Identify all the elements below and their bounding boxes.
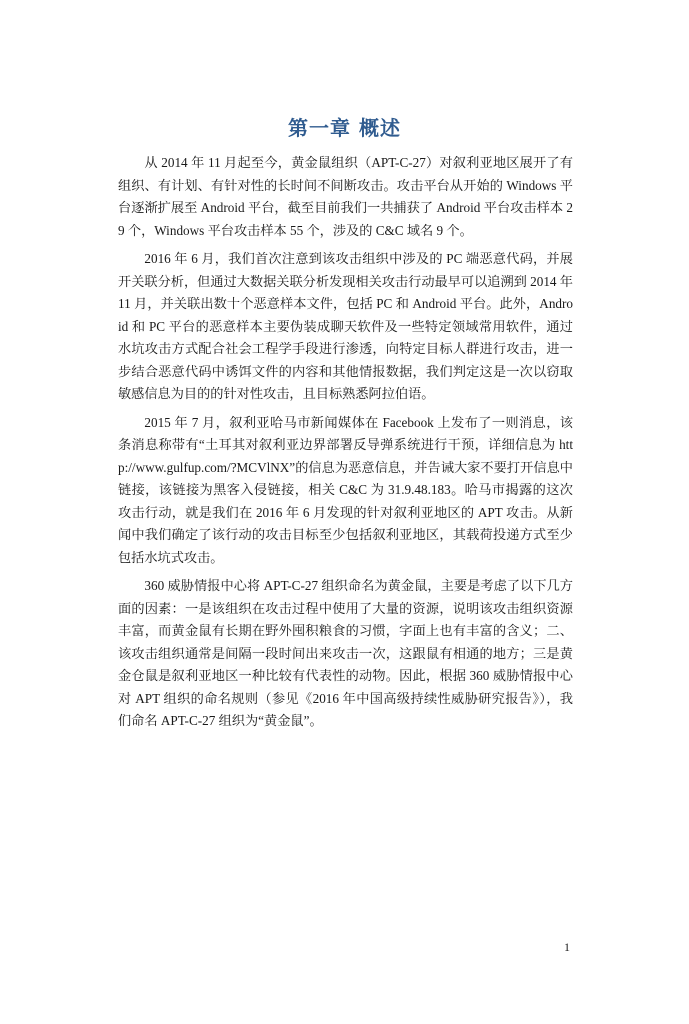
paragraph-2: 2016 年 6 月，我们首次注意到该攻击组织中涉及的 PC 端恶意代码，并展开关联分析，但通过大数据关联分析发现相关攻击行动最早可以追溯到 2014 年 11 月，并关联出数十个恶意样本文件，包括 PC 和 Android 平台。此外，Android 和 PC 平台的恶意样本主要伪装成聊天软件及一些特定领域常用软件，通过水坑攻击方式配合社会工程学手段进行渗透，向特定目标人群进行攻击，进一步结合恶意代码中诱饵文件的内容和其他情报数据，我们判定这是一次以窃取敏感信息为目的的针对性攻击，且目标熟悉阿拉伯语。 [118,251,573,401]
body-text [118,152,573,739]
chapter-title: 第一章 概述 [288,116,401,140]
paragraph-4: 360 威胁情报中心将 APT-C-27 组织命名为黄金鼠，主要是考虑了以下几方面的因素：一是该组织在攻击过程中使用了大量的资源，说明该攻击组织资源丰富，而黄金鼠有长期在野外囤积粮食的习惯，字面上也有丰富的含义；二、该攻击组织通常是间隔一段时间出来攻击一次，这跟鼠有相通的地方；三是黄金仓鼠是叙利亚地区一种比较有代表性的动物。因此，根据 360 威胁情报中心对 APT 组织的命名规则（参见《2016 年中国高级持续性威胁研究报告》），我们命名 APT-C-27 组织为“黄金鼠”。 [118,578,573,728]
paragraph-3: 2015 年 7 月，叙利亚哈马市新闻媒体在 Facebook 上发布了一则消息，该条消息称带有“土耳其对叙利亚边界部署反导弹系统进行干预，详细信息为 http://www.gulfup.com/?MCVlNX”的信息为恶意信息，并告诫大家不要打开信息中链接，该链接为黑客入侵链接，相关 C&C 为 31.9.48.183。哈马市揭露的这次攻击行动，就是我们在 2016 年 6 月发现的针对叙利亚地区的 APT 攻击。从新闻中我们确定了该行动的攻击目标至少包括叙利亚地区，其载荷投递方式至少包括水坑式攻击。 [118,414,573,565]
paragraph-1: 从 2014 年 11 月起至今，黄金鼠组织（APT-C-27）对叙利亚地区展开了有组织、有计划、有针对性的长时间不间断攻击。攻击平台从开始的 Windows 平台逐渐扩展至 Android 平台，截至目前我们一共捕获了 Android 平台攻击样本 29 个，Windows 平台攻击样本 55 个，涉及的 C&C 域名 9 个。 [118,155,573,238]
page-number: 1 [564,940,570,954]
